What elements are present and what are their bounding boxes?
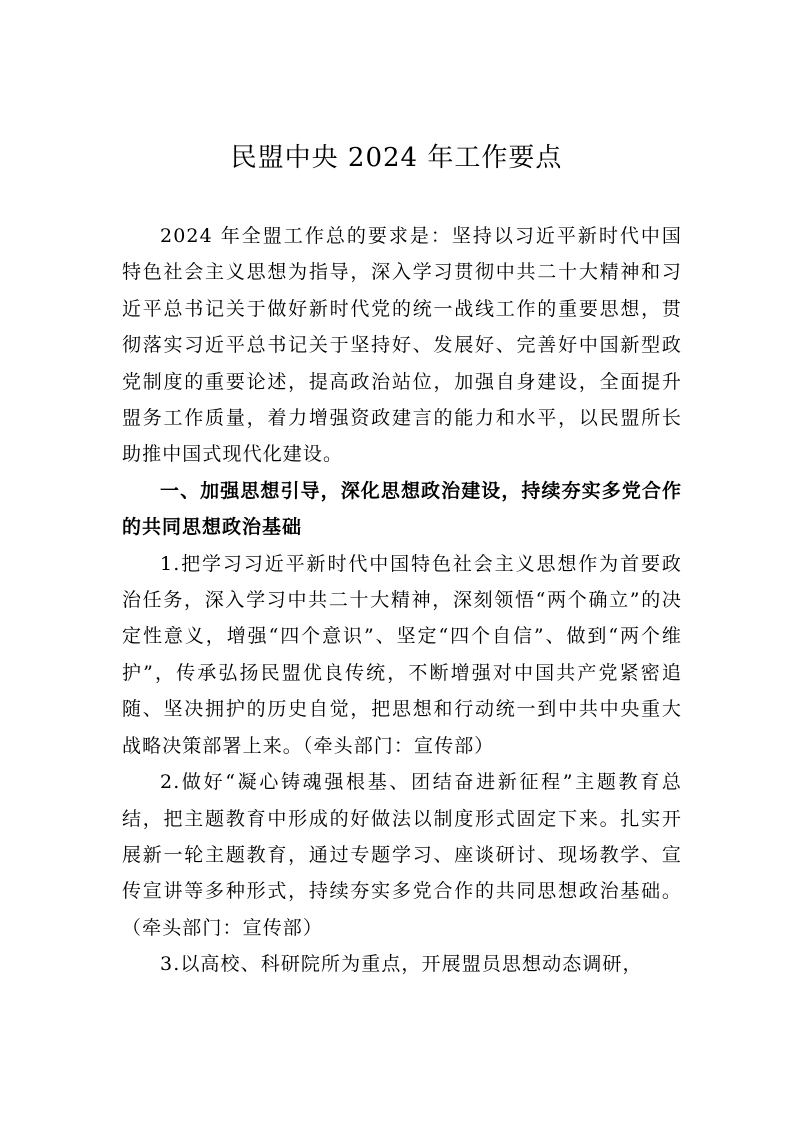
intro-paragraph: 2024 年全盟工作总的要求是：坚持以习近平新时代中国特色社会主义思想为指导，深入学习贯彻中共二十大精神和习近平总书记关于做好新时代党的统一战线工作的重要思想，贯彻落实习近平总书记关于坚持好、发展好、完善好中国新型政党制度的重要论述，提高政治站位，加强自身建设，全面提升盟务工作质量，着力增强资政建言的能力和水平，以民盟所长助推中国式现代化建设。 (122, 225, 682, 466)
document-title: 民盟中央 2024 年工作要点 (230, 143, 563, 173)
document-body (122, 218, 682, 983)
item-paragraph-2: 2.做好“凝心铸魂强根基、团结奋进新征程”主题教育总结，把主题教育中形成的好做法以制度形式固定下来。扎实开展新一轮主题教育，通过专题学习、座谈研讨、现场教学、宣传宣讲等多种形式，持续夯实多党合作的共同思想政治基础。（牵头部门：宣传部） (122, 771, 682, 939)
item-paragraph-3: 3.以高校、科研院所为重点，开展盟员思想动态调研， (160, 953, 643, 976)
item-paragraph-1: 1.把学习习近平新时代中国特色社会主义思想作为首要政治任务，深入学习中共二十大精神，深刻领悟“两个确立”的决定性意义，增强“四个意识”、坚定“四个自信”、做到“两个维护”，传承弘扬民盟优良传统，不断增强对中国共产党紧密追随、坚决拥护的历史自觉，把思想和行动统一到中共中央重大战略决策部署上来。（牵头部门：宣传部） (122, 552, 682, 757)
section-heading: 一、加强思想引导，深化思想政治建设，持续夯实多党合作的共同思想政治基础 (122, 479, 682, 539)
